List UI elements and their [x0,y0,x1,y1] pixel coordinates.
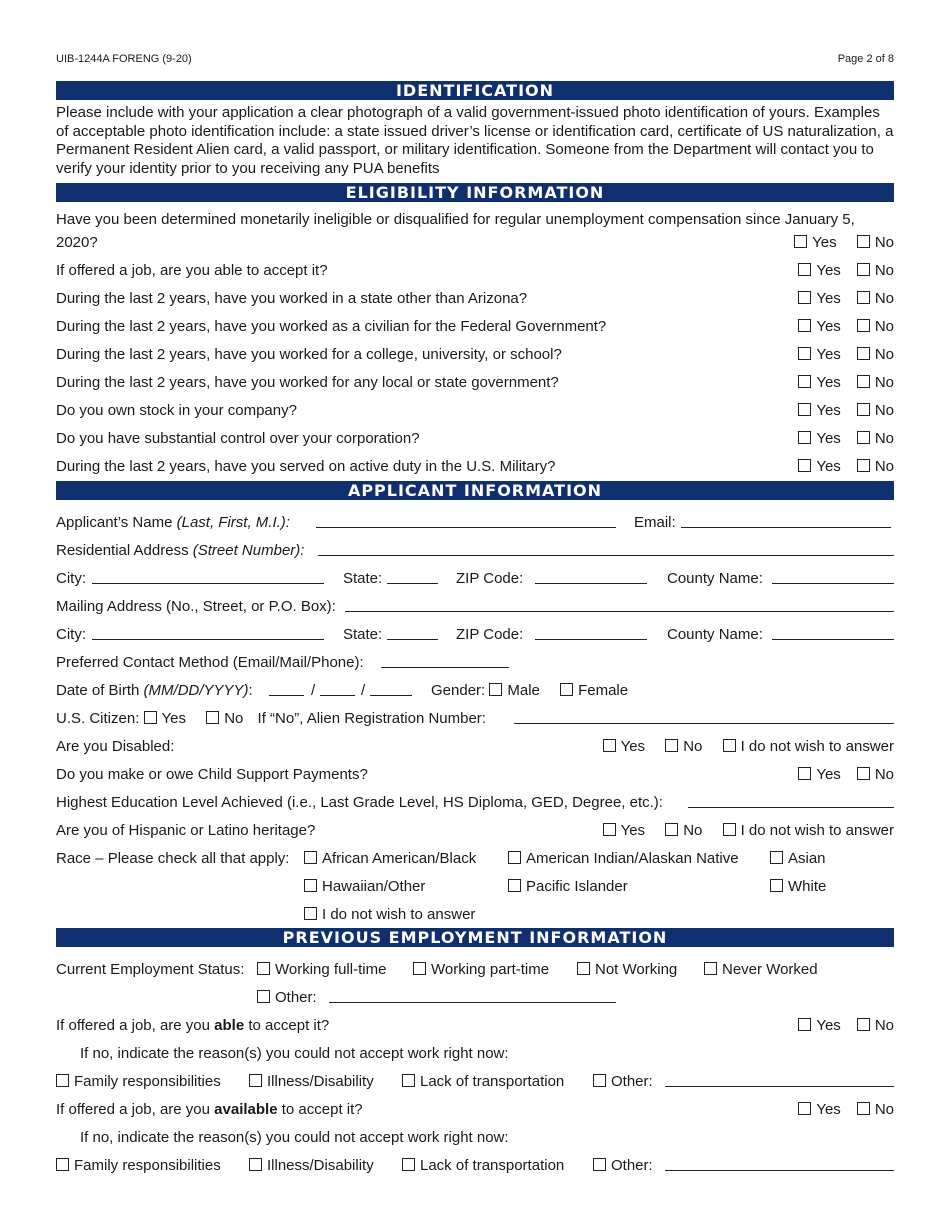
no-label: No [874,402,894,419]
city-field[interactable] [92,569,324,584]
yes-no-group [798,401,894,421]
reason-option[interactable] [593,1156,653,1176]
reason-other-field[interactable] [665,1156,894,1171]
yes-no-group [798,317,894,337]
yes-checkbox[interactable] [798,1102,811,1115]
eligibility-question [56,345,894,365]
yes-label: Yes [812,234,837,251]
male-checkbox[interactable] [489,683,502,696]
status-checkbox[interactable] [704,962,717,975]
female-label: Female [578,682,629,699]
no-label: No [224,710,244,727]
yes-label: Yes [816,766,841,783]
able-reason-row [56,1044,894,1064]
yes-no-group [798,373,894,393]
able-row [56,1016,894,1036]
status-option-label: Never Worked [722,961,818,978]
dob-label: Date of Birth [56,682,140,699]
yes-no-group [798,289,894,309]
question-text: During the last 2 years, have you worked in a state other than Arizona? [56,290,528,307]
no-label: No [874,290,894,307]
no-label: No [874,766,894,783]
race-option-label: Asian [788,850,826,867]
race-checkbox[interactable] [770,851,783,864]
section-header-applicant: APPLICANT INFORMATION [56,481,894,500]
reason-other-field[interactable] [665,1072,894,1087]
reason-option-label: Lack of transportation [420,1157,565,1174]
yes-checkbox[interactable] [798,459,811,472]
no-checkbox[interactable] [665,823,678,836]
status-option[interactable] [257,960,386,980]
no-label: No [874,346,894,363]
yes-no-group [798,1100,894,1120]
question-text: During the last 2 years, have you worked as a civilian for the Federal Government? [56,318,607,335]
form-id: UIB-1244A FORENG (9-20) [56,53,192,65]
county-label: County Name: [667,626,763,643]
race-option[interactable] [304,849,476,869]
no-checkbox[interactable] [857,291,870,304]
reason-option[interactable] [593,1072,653,1092]
no-label: No [683,822,703,839]
citizen-label: U.S. Citizen: [56,710,140,727]
mailing-label: Mailing Address (No., Street, or P.O. Box): [56,598,336,615]
zip-label: ZIP Code: [456,570,524,587]
race-option-label: White [788,878,827,895]
zip-field[interactable] [535,569,647,584]
yes-label: Yes [161,710,187,727]
question-text: 2020? [56,234,98,251]
yes-label: Yes [816,374,841,391]
no-label: No [874,458,894,475]
race-checkbox[interactable] [304,879,317,892]
citizen-yes-checkbox[interactable] [144,711,157,724]
employment-other-row [56,988,894,1008]
reason-option[interactable] [249,1156,374,1176]
dob-colon: : [248,682,253,699]
reason-option-label: Lack of transportation [420,1073,565,1090]
reason-checkbox[interactable] [402,1074,415,1087]
no-checkbox[interactable] [857,459,870,472]
hispanic-label: Are you of Hispanic or Latino heritage? [56,822,316,839]
no-label: No [874,318,894,335]
race-option-label: American Indian/Alaskan Native [526,850,739,867]
yes-checkbox[interactable] [798,431,811,444]
reason-checkbox[interactable] [593,1158,606,1171]
county-field[interactable] [772,569,894,584]
reason-option-label: Family responsibilities [74,1073,221,1090]
state-label: State: [343,570,383,587]
reason-option[interactable] [56,1072,221,1092]
city-field[interactable] [92,625,324,640]
reason-option[interactable] [402,1156,564,1176]
yes-label: Yes [816,1017,841,1034]
reason-option-label: Illness/Disability [267,1073,374,1090]
hispanic-row [56,821,894,841]
race-row-2 [56,877,894,897]
state-field[interactable] [387,569,438,584]
race-option[interactable] [770,877,826,897]
eligibility-question [56,261,894,281]
yes-no-group [798,261,894,281]
eligibility-question [56,289,894,309]
reason-label: If no, indicate the reason(s) you could not accept work right now: [80,1129,509,1146]
race-option-label: Pacific Islander [526,878,628,895]
status-option-label: Not Working [595,961,678,978]
no-label: No [874,374,894,391]
reason-checkbox[interactable] [593,1074,606,1087]
reason-option-label: Other: [611,1073,653,1090]
status-option[interactable] [413,960,549,980]
mailing-city-row [56,625,894,645]
able-text: If offered a job, are you [56,1017,210,1034]
identification-text: Please include with your application a clear photograph of a valid government-issued photo identification of yours. Examples of acceptable photo identification include: a state issued driver’s license or identification card, certificate of US naturalization, a Permanent Resident Alien card, a valid passport, or military identification. Someone from the Department will contact you to verify your identity prior to you receiving any PUA benefits [56,104,894,177]
available-bold: available [214,1101,278,1118]
dob-day-field[interactable] [320,681,355,696]
race-option-label: African American/Black [322,850,477,867]
eligibility-q1-line1: Have you been determined monetarily ineligible or disqualified for regular unemployment compensation since January 5, [56,211,855,228]
employment-other-field[interactable] [329,988,616,1003]
yes-label: Yes [816,458,841,475]
yes-label: Yes [816,1101,841,1118]
available-row [56,1100,894,1120]
reason-checkbox[interactable] [56,1158,69,1171]
city-label: City: [56,570,86,587]
yes-label: Yes [816,262,841,279]
status-option-label: Working full-time [275,961,387,978]
status-option[interactable] [257,988,317,1008]
race-row-3 [56,905,894,925]
race-option-label: I do not wish to answer [322,906,476,923]
available-reason-row [56,1128,894,1148]
yes-label: Yes [816,430,841,447]
no-checkbox[interactable] [857,431,870,444]
race-option[interactable] [508,877,628,897]
residential-city-row [56,569,894,589]
no-checkbox[interactable] [857,235,870,248]
question-text: If offered a job, are you able to accept it? [56,262,328,279]
race-label: Race – Please check all that apply: [56,850,290,867]
no-checkbox[interactable] [857,263,870,276]
yes-no-group [798,429,894,449]
status-checkbox[interactable] [413,962,426,975]
no-label: No [874,1101,894,1118]
residential-address-field[interactable] [318,541,894,556]
yes-checkbox[interactable] [798,767,811,780]
no-label: No [874,1017,894,1034]
contact-label: Preferred Contact Method (Email/Mail/Phone): [56,654,364,671]
race-option-label: Hawaiian/Other [322,878,426,895]
race-option[interactable] [508,849,739,869]
section-header-eligibility: ELIGIBILITY INFORMATION [56,183,894,202]
decline-label: I do not wish to answer [740,738,894,755]
yes-checkbox[interactable] [603,823,616,836]
male-label: Male [507,682,540,699]
no-checkbox[interactable] [857,1102,870,1115]
gender-group [431,681,628,701]
child-support-label: Do you make or owe Child Support Payments? [56,766,368,783]
race-option[interactable] [304,905,475,925]
county-label: County Name: [667,570,763,587]
status-option[interactable] [704,960,818,980]
status-checkbox[interactable] [257,962,270,975]
employment-status-row [56,960,894,980]
yes-checkbox[interactable] [798,347,811,360]
yes-checkbox[interactable] [603,739,616,752]
reason-label: If no, indicate the reason(s) you could not accept work right now: [80,1045,509,1062]
yes-label: Yes [620,738,646,755]
disabled-row [56,737,894,757]
yes-checkbox[interactable] [798,403,811,416]
available-text: If offered a job, are you [56,1101,210,1118]
child-support-row [56,765,894,785]
state-label: State: [343,626,383,643]
question-text: During the last 2 years, have you served on active duty in the U.S. Military? [56,458,556,475]
yes-checkbox[interactable] [798,319,811,332]
question-text: During the last 2 years, have you worked for any local or state government? [56,374,559,391]
yes-label: Yes [816,290,841,307]
alien-registration-field[interactable] [514,709,894,724]
reason-option[interactable] [56,1156,221,1176]
yes-no-group [798,457,894,477]
yes-label: Yes [816,318,841,335]
dob-gender-row [56,681,894,701]
question-text: During the last 2 years, have you worked for a college, university, or school? [56,346,562,363]
reason-checkbox[interactable] [56,1074,69,1087]
no-checkbox[interactable] [665,739,678,752]
residential-hint: (Street Number): [192,542,305,559]
zip-label: ZIP Code: [456,626,524,643]
race-option[interactable] [304,877,425,897]
status-option[interactable] [577,960,677,980]
female-checkbox[interactable] [560,683,573,696]
yes-checkbox[interactable] [794,235,807,248]
reason-option-label: Family responsibilities [74,1157,221,1174]
dob-month-field[interactable] [269,681,304,696]
yes-no-group [798,345,894,365]
eligibility-question [56,401,894,421]
yes-no-group [798,1016,894,1036]
question-text: Do you own stock in your company? [56,402,297,419]
contact-method-field[interactable] [381,653,509,668]
yes-no-group [798,765,894,785]
decline-checkbox[interactable] [723,739,736,752]
race-checkbox[interactable] [304,851,317,864]
name-hint: (Last, First, M.I.): [176,514,290,531]
reason-option-label: Other: [611,1157,653,1174]
race-checkbox[interactable] [508,879,521,892]
reason-option-label: Illness/Disability [267,1157,374,1174]
reason-checkbox[interactable] [249,1158,262,1171]
employment-status-label: Current Employment Status: [56,961,245,978]
status-checkbox[interactable] [577,962,590,975]
dob-hint: (MM/DD/YYYY) [143,682,249,699]
eligibility-question [56,373,894,393]
education-field[interactable] [688,793,894,808]
no-checkbox[interactable] [857,767,870,780]
page-number: Page 2 of 8 [837,53,894,65]
question-text: Do you have substantial control over your corporation? [56,430,420,447]
no-label: No [874,234,894,251]
alien-label: If “No”, Alien Registration Number: [257,710,486,727]
status-checkbox[interactable] [257,990,270,1003]
applicant-name-row [56,513,894,533]
dob-year-field[interactable] [370,681,412,696]
email-label: Email: [634,514,676,531]
no-checkbox[interactable] [857,347,870,360]
dob-slash: / [361,682,366,699]
section-header-employment: PREVIOUS EMPLOYMENT INFORMATION [56,928,894,947]
yes-no-group [794,233,894,253]
state-field[interactable] [387,625,438,640]
eligibility-question [56,429,894,449]
section-header-identification: IDENTIFICATION [56,81,894,100]
decline-checkbox[interactable] [723,823,736,836]
race-checkbox[interactable] [304,907,317,920]
name-field[interactable] [316,513,616,528]
no-label: No [874,430,894,447]
yes-checkbox[interactable] [798,375,811,388]
decline-label: I do not wish to answer [740,822,894,839]
able-bold: able [214,1017,245,1034]
gender-label: Gender: [431,682,486,699]
county-field[interactable] [772,625,894,640]
no-checkbox[interactable] [857,403,870,416]
mailing-address-row [56,597,894,617]
citizen-no-checkbox[interactable] [206,711,219,724]
yes-checkbox[interactable] [798,1018,811,1031]
yes-label: Yes [816,402,841,419]
no-checkbox[interactable] [857,375,870,388]
disabled-label: Are you Disabled: [56,738,175,755]
residential-label: Residential Address [56,542,189,559]
eligibility-question [56,457,894,477]
no-checkbox[interactable] [857,1018,870,1031]
education-row [56,793,894,813]
race-row-1 [56,849,894,869]
yes-no-decline-group [603,737,894,757]
able-text-end: to accept it? [248,1017,330,1034]
zip-field[interactable] [535,625,647,640]
reason-checkbox[interactable] [249,1074,262,1087]
eligibility-question [56,317,894,337]
status-option-label: Other: [275,989,317,1006]
education-label: Highest Education Level Achieved (i.e., Last Grade Level, HS Diploma, GED, Degree, etc.): [56,794,663,811]
page-header [56,53,894,65]
no-label: No [874,262,894,279]
reason-option[interactable] [249,1072,374,1092]
contact-method-row [56,653,894,673]
city-label: City: [56,626,86,643]
available-reasons-row [56,1156,894,1176]
dob-slash: / [311,682,316,699]
no-checkbox[interactable] [857,319,870,332]
email-field[interactable] [681,513,891,528]
name-label: Applicant’s Name [56,514,173,531]
yes-no-decline-group [603,821,894,841]
race-checkbox[interactable] [508,851,521,864]
yes-label: Yes [620,822,646,839]
no-label: No [683,738,703,755]
eligibility-question-1 [56,233,894,253]
citizen-row [56,709,894,729]
yes-checkbox[interactable] [798,263,811,276]
able-reasons-row [56,1072,894,1092]
yes-checkbox[interactable] [798,291,811,304]
reason-checkbox[interactable] [402,1158,415,1171]
mailing-address-field[interactable] [345,597,894,612]
status-option-label: Working part-time [431,961,550,978]
race-option[interactable] [770,849,826,869]
race-checkbox[interactable] [770,879,783,892]
available-text-end: to accept it? [281,1101,363,1118]
reason-option[interactable] [402,1072,564,1092]
residential-address-row [56,541,894,561]
yes-label: Yes [816,346,841,363]
